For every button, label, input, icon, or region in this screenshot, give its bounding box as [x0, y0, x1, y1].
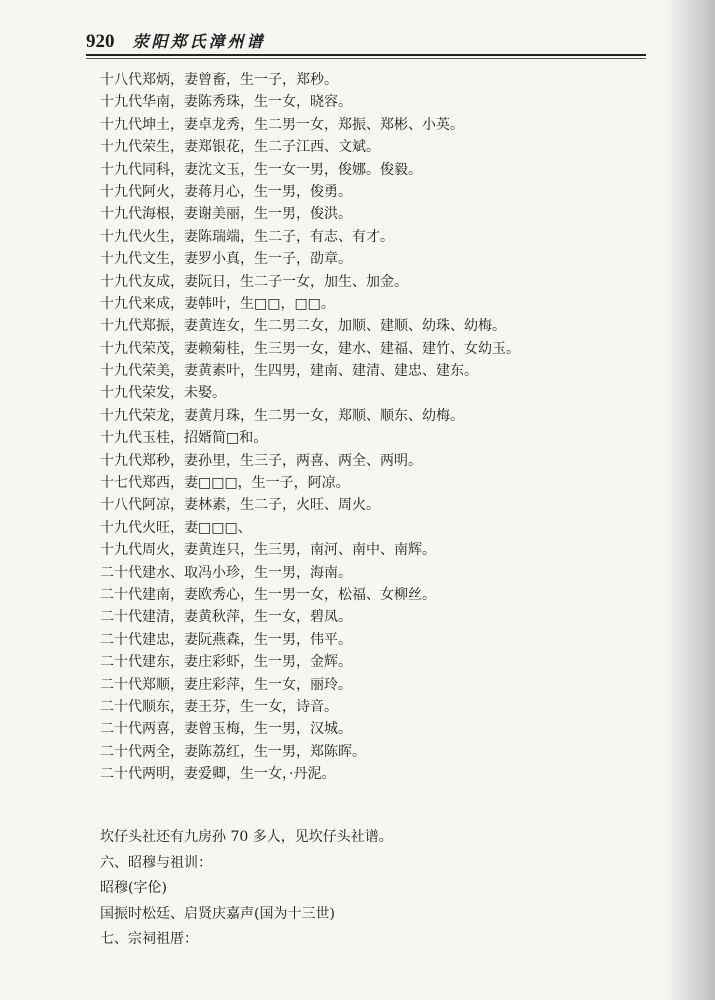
genealogy-entry: 十九代周火，妻黄连只，生三男，南河、南中、南辉。 [100, 542, 436, 559]
genealogy-entry: 十八代郑炳，妻曾畜，生一子，郑秒。 [100, 72, 338, 88]
genealogy-entry: 二十代建南，妻欧秀心，生一男一女，松福、女柳丝。 [100, 586, 436, 603]
genealogy-entry-list [100, 69, 660, 786]
genealogy-entry: 十九代玉桂，招婿简□和。 [100, 430, 268, 447]
genealogy-entry: 十九代海根，妻谢美丽，生一男，俊洪。 [100, 206, 352, 223]
genealogy-entry: 十九代荣茂，妻赖菊桂，生三男一女，建水、建福、建竹、女幼玉。 [100, 340, 520, 357]
genealogy-entry: 二十代建清，妻黄秋萍，生一女，碧凤。 [100, 609, 352, 626]
genealogy-entry: 二十代郑顺，妻庄彩萍，生一女，丽玲。 [100, 676, 352, 693]
genealogy-entry: 二十代顺东，妻王芬，生一女，诗音。 [100, 698, 338, 715]
page-header [86, 26, 646, 56]
genealogy-entry: 十九代文生，妻罗小真，生一子，劭章。 [100, 251, 352, 268]
header-rule [86, 58, 646, 59]
genealogy-entry: 十九代坤土，妻卓龙秀，生二男一女，郑振、郑彬、小英。 [100, 116, 464, 133]
page-edge-shadow [665, 0, 715, 1000]
genealogy-entry: 十九代火生，妻陈瑞端，生二子，有志、有才。 [100, 228, 394, 245]
note-line: 国振时松廷、启贤庆嘉声(国为十三世) [100, 905, 335, 922]
genealogy-entry: 十九代荣美，妻黄素叶，生四男，建南、建清、建忠、建东。 [100, 363, 478, 380]
genealogy-entry: 二十代两喜，妻曾玉梅，生一男，汉城。 [100, 721, 352, 738]
genealogy-entry: 十九代火旺，妻□□□、 [100, 519, 252, 536]
genealogy-entry: 十九代来成，妻韩叶，生□□，□□。 [100, 295, 335, 312]
genealogy-entry: 十九代同科，妻沈文玉，生一女一男，俊娜。俊毅。 [100, 161, 422, 178]
genealogy-entry: 十九代荣发，未娶。 [100, 385, 226, 402]
note-line: 坎仔头社还有九房孙 70 多人，见坎仔头社谱。 [100, 829, 393, 845]
section-heading: 七、宗祠祖厝： [100, 931, 198, 947]
genealogy-entry: 十九代荣生，妻郑银花，生二子江西、文斌。 [100, 139, 380, 156]
genealogy-entry: 二十代两全，妻陈荔红，生一男，郑陈晖。 [100, 743, 366, 760]
footer-notes [100, 825, 660, 953]
genealogy-entry: 二十代建水、取冯小珍，生一男，海南。 [100, 564, 352, 581]
note-line: 昭穆(字伦) [100, 880, 167, 896]
genealogy-entry: 十八代阿凉，妻林素，生二子，火旺、周火。 [100, 497, 380, 514]
genealogy-entry: 十九代郑振，妻黄连女，生二男二女，加顺、建顺、幼珠、幼梅。 [100, 318, 506, 335]
section-heading: 六、昭穆与祖训： [100, 854, 212, 871]
genealogy-entry: 二十代建忠，妻阮燕森，生一男，伟平。 [100, 631, 352, 648]
genealogy-entry: 十九代友成，妻阮日，生二子一女，加生、加金。 [100, 273, 408, 290]
genealogy-entry: 十九代阿火，妻蒋月心，生一男，俊勇。 [100, 183, 352, 200]
genealogy-entry: 十七代郑西，妻□□□，生一子，阿凉。 [100, 475, 350, 492]
genealogy-entry: 十九代荣龙，妻黄月珠，生二男一女，郑顺、顺东、幼梅。 [100, 407, 464, 424]
genealogy-entry: 二十代两明，妻爱卿，生一女，·丹泥。 [100, 766, 336, 783]
book-title: 荥阳郑氏漳州谱 [132, 32, 266, 51]
genealogy-entry: 十九代华南，妻陈秀珠，生一女，晓容。 [100, 94, 352, 111]
page-number: 920 [86, 31, 115, 52]
genealogy-entry: 十九代郑秒，妻孙里，生三子，两喜、两全、两明。 [100, 452, 422, 469]
genealogy-entry: 二十代建东，妻庄彩虾，生一男，金辉。 [100, 654, 352, 671]
